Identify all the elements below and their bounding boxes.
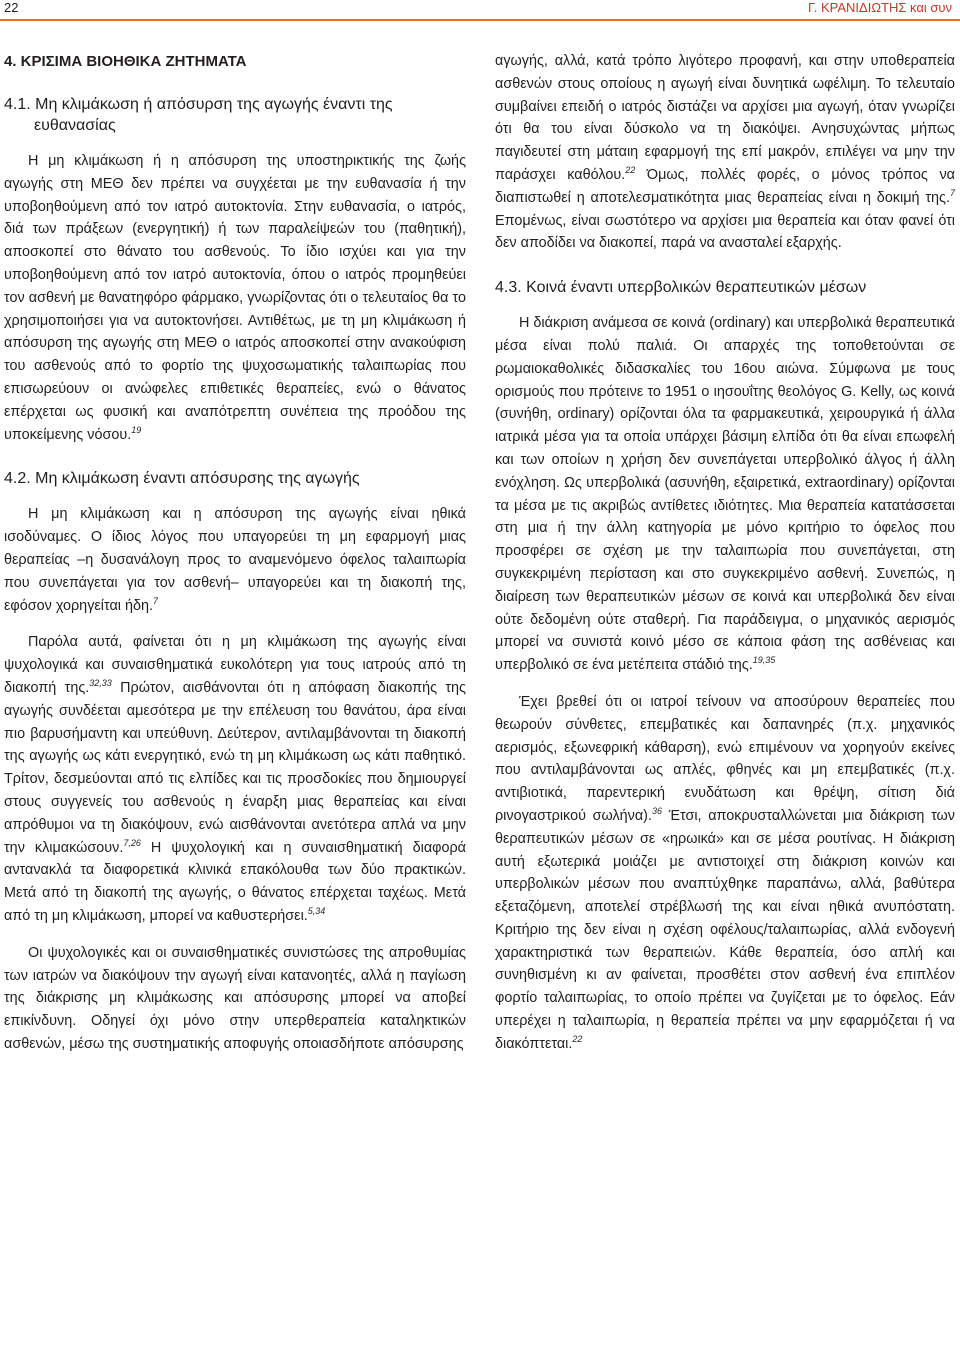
- reference-marker: 36: [651, 805, 662, 816]
- paragraph: [4, 150, 466, 446]
- reference-marker: 7: [949, 187, 955, 198]
- paragraph-text: αγωγής, αλλά, κατά τρόπο λιγότερο προφανή, και στην υποθεραπεία ασθενών στους οποίους η αγωγή είναι δυνητικά ωφέλιμη. Το τελευταίο συμβαίνει επειδή ο ιατρός διστάζει να αρχίσει μια αγωγή, όταν γνωρίζει ότι θα του είναι δύσκολο να τη διακόψει. Ανησυχώντας μήπως παγιδευτεί στη μάταιη εφαρμογή της επί μακρόν, επιλέγει να μην την παράσχει καθόλου.: [495, 53, 955, 183]
- subsection-title-4-3: 4.3. Κοινά έναντι υπερβολικών θεραπευτικών μέσων: [495, 279, 867, 297]
- section-title: 4. ΚΡΙΣΙΜΑ ΒΙΟΗΘΙΚΑ ΖΗΤΗΜΑΤΑ: [4, 53, 247, 70]
- reference-marker: 32,33: [89, 677, 112, 688]
- subsection-title-4-1: 4.1. Μη κλιμάκωση ή απόσυρση της αγωγής έναντι της ευθανασίας: [4, 96, 393, 134]
- paragraph-text: Όμως, πολλές φορές, ο μόνος τρόπος να διαπιστωθεί η αποτελεσματικότητα μιας θεραπείας είναι η δοκιμή της.: [495, 166, 955, 206]
- right-column: [495, 50, 955, 1056]
- header-rule: [0, 19, 960, 21]
- reference-marker: 22: [625, 164, 636, 175]
- reference-marker: 7: [153, 595, 159, 606]
- paragraph-text: Η μη κλιμάκωση και η απόσυρση της αγωγής είναι ηθικά ισοδύναμες. Ο ίδιος λόγος που υπαγορεύει τη μη εφαρμογή μιας θεραπείας –η δυσανάλογη προς το αναμενόμενο όφελος ταλαιπωρία που συνεπάγεται για τον ασθενή– υπαγορεύει και τη διακοπή της, εφόσον χορηγείται ήδη.: [4, 506, 466, 614]
- reference-marker: 19,35: [752, 655, 776, 666]
- paragraph-text: Έχει βρεθεί ότι οι ιατροί τείνουν να αποσύρουν θεραπείες που θεωρούν σύνθετες, επεμβατικές και δαπανηρές (π.χ. μηχανικός αερισμός, εξωνεφρική κάθαρση), ενώ επιμένουν να χορηγούν εκείνες που αντιλαμβάνονται ως απλές, φθηνές και μη επεμβατικές (π.χ. αντιβιοτικά, παρεντερική ενυδάτωση και θρέψη, σίτιση διά ρινογαστρικού σωλήνα).: [495, 693, 955, 824]
- paragraph-text: Η ψυχολογική και η συναισθηματική διαφορά αντανακλά τα διαφορετικά κλινικά επακόλουθα των δύο πρακτικών. Μετά από τη διακοπή της αγωγής, ο θάνατος επέρχεται ταχέως. Μετά από τη μη κλιμάκωση, μπορεί να καθυστερήσει.: [4, 839, 466, 924]
- paragraph-text: Επομένως, είναι σωστότερο να αρχίσει μια θεραπεία και όταν φανεί ότι δεν αποδίδει να διακοπεί, παρά να ανασταλεί εξαρχής.: [495, 212, 955, 252]
- running-head: Γ. ΚΡΑΝΙΔΙΩΤΗΣ και συν: [808, 0, 952, 15]
- paragraph: [4, 631, 466, 927]
- paragraph: [495, 691, 955, 1056]
- subsection-title-4-2: 4.2. Μη κλιμάκωση έναντι απόσυρσης της αγωγής: [4, 470, 360, 488]
- paragraph: [495, 50, 955, 255]
- paragraph-text: Η μη κλιμάκωση ή η απόσυρση της υποστηρικτικής της ζωής αγωγής στη ΜΕΘ δεν πρέπει να συγχέεται με την ευθανασία ή την υποβοηθούμενη από τον ιατρό αυτοκτονία. Στην ευθανασία, ο ιατρός, διά των πράξεων (ενεργητική) ή των παραλείψεών του (παθητική), αποσκοπεί στο θάνατο του ασθενούς. Το ίδιο ισχύει και για την υποβοηθούμενη από τον ιατρό αυτοκτονία, όπου ο ιατρός προμηθεύει τον ασθενή με θανατηφόρο φάρμακο, γνωρίζοντας ότι ο τελευταίος θα το χρησιμοποιήσει για να αυτοκτονήσει. Αντιθέτως, με τη μη κλιμάκωση ή απόσυρση της αγωγής στη ΜΕΘ ο ιατρός αποσκοπεί στην ανακούφιση του ασθενούς από το φορτίο της ψυχοσωματικής ταλαιπωρίας που επισωρεύουν οι ανώφελες επιθετικές θεραπείες, ενώ ο θάνατος επέρχεται ως φυσική και αναπότρεπτη συνέπεια της προόδου της υποκείμενης νόσου.: [4, 153, 466, 443]
- left-column: [4, 50, 466, 1056]
- reference-marker: 22: [572, 1033, 583, 1044]
- paragraph-text: Παρόλα αυτά, φαίνεται ότι η μη κλιμάκωση της αγωγής είναι ψυχολογικά και συναισθηματικά ευκολότερη για τους ιατρούς από τη διακοπή της.: [4, 634, 466, 696]
- paragraph-text: Πρώτον, αισθάνονται ότι η απόφαση διακοπής της αγωγής συνδέεται αμεσότερα με την επέλευση του θανάτου, άρα είναι πιο βαρυσήμαντη και υπεύθυνη. Δεύτερον, αντιλαμβάνονται τη διακοπή της αγωγής ως κάτι ενεργητικό, ενώ τη μη κλιμάκωση ως κάτι παθητικό. Τρίτον, δεσμεύονται από τις ελπίδες και τις προσδοκίες που δημιουργεί στους συγγενείς του ασθενούς η έναρξη μιας θεραπείας και είναι απρόθυμοι να τη διακόψουν, ενώ αισθάνονται ανετότερα απλά να μην την κλιμακώσουν.: [4, 679, 466, 856]
- reference-marker: 5,34: [307, 905, 326, 916]
- reference-marker: 7,26: [123, 837, 141, 848]
- reference-marker: 19: [131, 424, 142, 435]
- paragraph: [495, 312, 955, 677]
- page-number: 22: [4, 0, 19, 15]
- paragraph-text: Οι ψυχολογικές και οι συναισθηματικές συνιστώσες της απροθυμίας των ιατρών να διακόψουν την αγωγή είναι κατανοητές, αλλά η παγίωση της διάκρισης μη κλιμάκωσης και απόσυρσης μπορεί να αποβεί επικίνδυνη. Οδηγεί όχι μόνο στην υπερθεραπεία καταληκτικών ασθενών, μέσω της συστηματικής αποφυγής οποιασδήποτε απόσυρσης: [4, 944, 466, 1052]
- paragraph-text: Έτσι, αποκρυσταλλώνεται μια διάκριση των θεραπευτικών μέσων σε «ηρωικά» και σε μέσα ρουτίνας. Η διάκριση αυτή εξωτερικά μοιάζει με αντιστοιχεί στη διάκριση κοινών και υπερβολικών μέσων που αναπτύχθηκε παραπάνω, αλλά, βαθύτερα εξεταζόμενη, αποτελεί στρέβλωσή της και είναι ηθικά ανυπόστατη. Κριτήριο της δεν είναι η σχέση οφέλους/ταλαιπωρίας, αλλά ενδογενή χαρακτηριστικά των θεραπειών. Κάθε θεραπεία, όσο απλή και συνηθισμένη κι αν φαίνεται, προσθέτει στον ασθενή ένα επιπλέον φορτίο ταλαιπωρίας, το οποίο πρέπει να ζυγίζεται με το όφελος. Εάν υπερέχει η ταλαιπωρία, η θεραπεία πρέπει να μην εφαρμόζεται ή να διακόπτεται.: [495, 807, 955, 1052]
- paragraph: [4, 503, 466, 617]
- paragraph: [4, 942, 466, 1056]
- paragraph-text: Η διάκριση ανάμεσα σε κοινά (ordinary) και υπερβολικά θεραπευτικά μέσα είναι πολύ παλιά. Οι απαρχές της τοποθετούνται σε ρωμαιοκαθολικές διδασκαλίες του 16ου αιώνα. Σύμφωνα με τους ορισμούς που πρότεινε το 1951 ο ιησουΐτης θεολόγος G. Kelly, ως κοινά (συνήθη, ordinary) ορίζονται όλα τα φαρμακευτικά, χειρουργικά ή άλλα ιατρικά μέσα για τα οποία υπάρχει βάσιμη ελπίδα ότι θα είναι επωφελή και των οποίων η χρήση δεν συνεπάγεται υπερβολικό άλγος ή άλλη ενόχληση. Ως υπερβολικά (ασυνήθη, εξαιρετικά, extraordinary) ορίζονται τα μέσα με τις ακριβώς αντίθετες ιδιότητες. Μια θεραπεία κατατάσσεται στη μια ή την άλλη κατηγορία με μόνο κριτήριο το όφελος που προσφέρει σε σχέση με την ταλαιπωρία που συνεπάγεται, στη συγκεκριμένη περίσταση και στο συγκεκριμένο ασθενή. Συνεπώς, η διαίρεση των θεραπευτικών μέσων σε κοινά και υπερβολικά δεν είναι ούτε δεδομένη ούτε σταθερή. Για παράδειγμα, ο μηχανικός αερισμός μπορεί να συνιστά κοινό μέσο σε κάποια φάση της ασθένειας και υπερβολικό σε ένα μετέπειτα στάδιό της.: [495, 315, 955, 674]
